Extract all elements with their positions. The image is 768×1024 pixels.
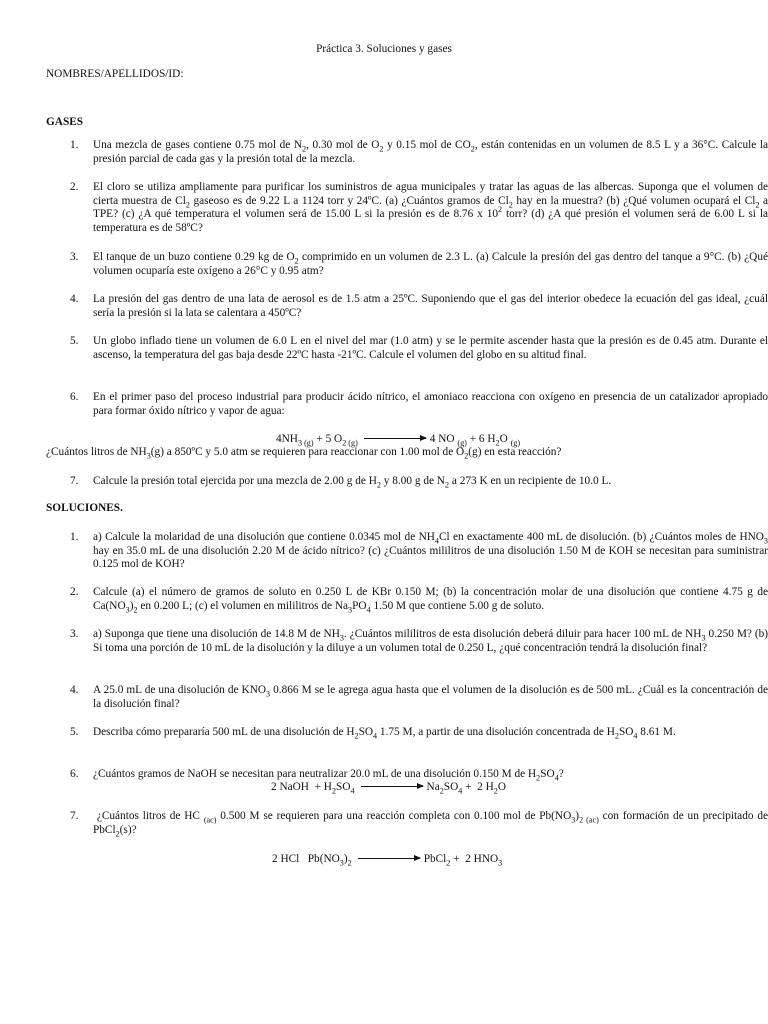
section-heading-soluciones: SOLUCIONES. — [46, 502, 123, 514]
question-number: 1. — [70, 139, 79, 151]
gas-question-6-followup: ¿Cuántos litros de $NH_3(g)$ a 850ºC y 5.0 atm se requieren para reaccionar con 1.00 mol de $O_2(g)$ en esta reacción? — [46, 446, 562, 461]
question-number: 6. — [70, 391, 79, 403]
question-text: a) Calcule la molaridad de una disolución que contiene 0.0345 mol de $NH_4Cl$ en exactamente 400 mL de disolución. (b) ¿Cuántos moles de $HNO_3$ hay en 35.0 mL de una disolución 2.20 M de ácido nítrico? (c) ¿Cuántos mililitros de una disolución 1.50 M de KOH se necesitan para suministrar 0.125 mol de KOH? — [93, 531, 768, 571]
question-text: Calcule (a) el número de gramos de soluto en 0.250 L de KBr 0.150 M; (b) la concentración molar de una disolución que contiene 4.75 g de $Ca(NO_3)_2$ en 0.200 L; (c) el volumen en mililitros de $Na_3PO_4$ 1.50 M que contiene 5.00 g de soluto. — [93, 586, 768, 614]
equation-reactants: $4NH_{3 (g)} + 5$ $O_{2 (g)}$ — [276, 433, 358, 448]
reaction-arrow-icon — [358, 858, 420, 859]
question-number: 1. — [70, 531, 79, 543]
equation-products: 4 NO $_{(g)}$ + 6 $H_2O$ $_{(g)}$ — [429, 433, 521, 448]
question-number: 3. — [70, 628, 79, 640]
question-number: 5. — [70, 335, 79, 347]
reaction-equation-naoh — [271, 781, 506, 795]
equation-reactants: 2 HCl $Pb(NO_3)_2$ — [272, 853, 352, 868]
question-text: Una mezcla de gases contiene 0.75 mol de $N_2$, 0.30 mol de $O_2$ y 0.15 mol de $CO_2$, están contenidas en un volumen de 8.5 L y a 36°C. Calcule la presión parcial de cada gas y la presión total de la mezcla. — [93, 139, 768, 165]
question-text: A 25.0 mL de una disolución de $KNO_3$ 0.866 M se le agrega agua hasta que el volumen de la disolución es de 500 mL. ¿Cuál es la concentración de la disolución final? — [93, 684, 768, 710]
question-text: ¿Cuántos gramos de NaOH se necesitan para neutralizar 20.0 mL de una disolución 0.150 M de $H_2SO_4$? — [93, 768, 564, 783]
question-text: En el primer paso del proceso industrial para producir ácido nítrico, el amoniaco reacciona con oxígeno en presencia de un catalizador apropiado para formar óxido nítrico y vapor de agua: — [93, 391, 768, 417]
reaction-equation-ammonia — [276, 433, 520, 447]
page-title: Práctica 3. Soluciones y gases — [316, 43, 452, 55]
question-text: ¿Cuántos litros de HC $_{(ac)}$ 0.500 M se requieren para una reacción completa con 0.100 mol de $Pb(NO_3)_{2 (ac)}$ con formación de un precipitado de PbCl$_2$(s)? — [93, 810, 768, 838]
question-text: Describa cómo prepararía 500 mL de una disolución de $H_2SO_4$ 1.75 M, a partir de una disolución concentrada de $H_2SO_4$ 8.61 M. — [93, 726, 676, 741]
section-heading-gases: GASES — [46, 116, 84, 128]
question-number: 4. — [70, 684, 79, 696]
reaction-equation-hcl — [272, 853, 502, 867]
equation-products: PbCl$_2$ + 2 $HNO_3$ — [423, 853, 503, 868]
reaction-arrow-icon — [364, 438, 426, 439]
question-number: 7. — [70, 475, 79, 487]
question-number: 4. — [70, 293, 79, 305]
question-number: 2. — [70, 586, 79, 598]
question-text: El tanque de un buzo contiene 0.29 kg de $O_2$ comprimido en un volumen de 2.3 L. (a) Calcule la presión del gas dentro del tanque a 9°C. (b) ¿Qué volumen ocuparía este oxígeno a 26°C y 0.95 atm? — [93, 251, 768, 277]
question-number: 6. — [70, 768, 79, 780]
question-text: Un globo inflado tiene un volumen de 6.0 L en el nivel del mar (1.0 atm) y se le permite ascender hasta que la presión es de 0.45 atm. Durante el ascenso, la temperatura del gas baja desde 22ºC hasta -21ºC. Calcule el volumen del globo en su altitud final. — [93, 335, 768, 361]
question-text: Calcule la presión total ejercida por una mezcla de 2.00 g de $H_2$ y 8.00 g de $N_2$ a 273 K en un recipiente de 10.0 L. — [93, 475, 612, 490]
question-number: 7. — [70, 810, 79, 822]
names-label: NOMBRES/APELLIDOS/ID: — [46, 68, 184, 80]
question-text: La presión del gas dentro de una lata de aerosol es de 1.5 atm a 25ºC. Suponiendo que el gas del interior obedece la ecuación del gas ideal, ¿cuál sería la presión si la lata se calentara a 450ºC? — [93, 293, 768, 319]
question-text: a) Suponga que tiene una disolución de 14.8 M de $NH_3$. ¿Cuántos mililitros de esta disolución deberá diluir para hacer 100 mL de $NH_3$ 0.250 M? (b) Si toma una porción de 10 mL de la disolución y la diluye a un volumen total de 0.250 L, ¿qué concentración tendrá la disolución final? — [93, 628, 768, 654]
question-text: El cloro se utiliza ampliamente para purificar los suministros de agua municipales y tratar las aguas de las albercas. Suponga que el volumen de cierta muestra de $Cl_2$ gaseoso es de 9.22 L a 1124 torr y 24ºC. (a) ¿Cuántos gramos de $Cl_2$ hay en la muestra? (b) ¿Qué volumen ocupará el $Cl_2$ a TPE? (c) ¿A qué temperatura el volumen será de 15.00 L si la presión es de 8.76 x $10^2$ torr? (d) ¿A qué presión el volumen será de 6.00 L si la temperatura es de 58ºC? — [93, 181, 768, 234]
question-number: 3. — [70, 251, 79, 263]
equation-products: $Na_2SO_4 + 2$ $H_2O$ — [426, 781, 507, 796]
question-number: 5. — [70, 726, 79, 738]
question-number: 2. — [70, 181, 79, 193]
equation-reactants: 2 NaOH + $H_2SO_4$ — [271, 781, 355, 796]
reaction-arrow-icon — [361, 786, 423, 787]
